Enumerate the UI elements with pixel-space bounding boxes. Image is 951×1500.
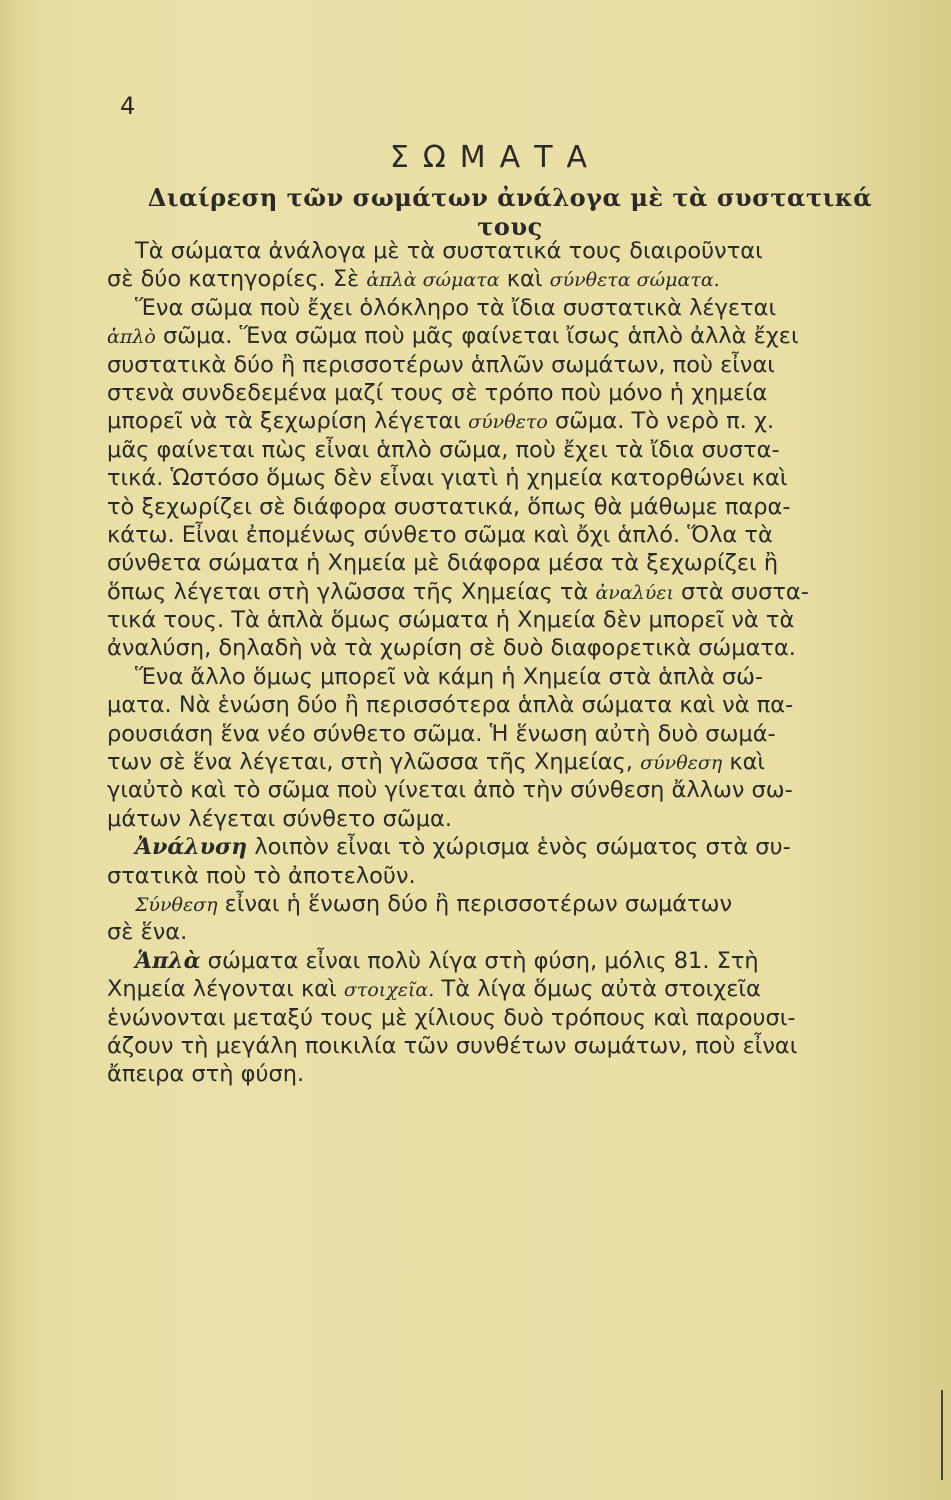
body-text xyxy=(107,237,899,1089)
text-line: άζουν τὴ μεγάλη ποικιλία τῶν συνθέτων σωμάτων, ποὺ εἶναι xyxy=(107,1032,798,1059)
section-subtitle: Διαίρεση τῶν σωμάτων ἀνάλογα μὲ τὰ συστατικά τους xyxy=(147,183,873,241)
text-line: σύνθετα σώματα ἡ Χημεία μὲ διάφορα μέσα τὰ ξεχωρίζει ἢ xyxy=(107,550,779,577)
text-line: Τὰ σώματα ἀνάλογα μὲ τὰ συστατικά τους διαιροῦνται xyxy=(135,238,763,264)
chapter-title: ΣΩΜΑΤΑ xyxy=(389,140,602,175)
text-line: μάτων λέγεται σύνθετο σῶμα. xyxy=(107,805,452,832)
text-line: τὸ ξεχωρίζει σὲ διάφορα συστατικά, ὅπως θὰ μάθωμε παρα- xyxy=(107,493,791,520)
text-line: ἁπλὸ σῶμα. Ἕνα σῶμα ποὺ μᾶς φαίνεται ἴσως ἁπλὸ ἀλλὰ ἔχει xyxy=(107,323,799,350)
text-line: ματα. Νὰ ἑνώση δύο ἢ περισσότερα ἁπλὰ σώματα καὶ νὰ πα- xyxy=(107,692,794,719)
text-line: Ἕνα ἄλλο ὅμως μπορεῖ νὰ κάμη ἡ Χημεία στὰ ἁπλὰ σώ- xyxy=(135,663,764,690)
text-line: μᾶς φαίνεται πὼς εἶναι ἁπλὸ σῶμα, ποὺ ἔχει τὰ ἴδια συστα- xyxy=(107,436,780,463)
page-edge-mark xyxy=(941,1390,943,1480)
text-line: ρουσιάση ἕνα νέο σύνθετο σῶμα. Ἡ ἕνωση αὐτὴ δυὸ σωμά- xyxy=(107,720,776,747)
text-line: σὲ ἕνα. xyxy=(107,919,188,946)
text-line: ἑνώνονται μεταξύ τους μὲ χίλιους δυὸ τρόπους καὶ παρουσι- xyxy=(107,1004,796,1031)
text-line: τικά τους. Τὰ ἁπλὰ ὅμως σώματα ἡ Χημεία δὲν μπορεῖ νὰ τὰ xyxy=(107,607,795,634)
text-line: Χημεία λέγονται καὶ στοιχεῖα. Τὰ λίγα ὅμως αὐτὰ στοιχεῖα xyxy=(107,976,761,1003)
text-line: Ἕνα σῶμα ποὺ ἔχει ὁλόκληρο τὰ ἴδια συστατικὰ λέγεται xyxy=(135,294,777,321)
page-number: 4 xyxy=(120,92,137,120)
text-line: Ἀνάλυση λοιπὸν εἶναι τὸ χώρισμα ἑνὸς σώματος στὰ συ- xyxy=(135,834,791,861)
text-line: ἄπειρα στὴ φύση. xyxy=(107,1061,305,1088)
text-line: σὲ δύο κατηγορίες. Σὲ ἁπλὰ σώματα καὶ σύνθετα σώματα. xyxy=(107,266,720,293)
text-line: μπορεῖ νὰ τὰ ξεχωρίση λέγεται σύνθετο σῶμα. Τὸ νερὸ π. χ. xyxy=(107,408,775,435)
text-line: ὅπως λέγεται στὴ γλῶσσα τῆς Χημείας τὰ ἀναλύει στὰ συστα- xyxy=(107,578,809,605)
text-line: των σὲ ἕνα λέγεται, στὴ γλῶσσα τῆς Χημείας, σύνθεση καὶ xyxy=(107,749,766,776)
text-line: στενὰ συνδεδεμένα μαζί τους σὲ τρόπο ποὺ μόνο ἡ χημεία xyxy=(107,379,768,406)
text-line: Ἁπλὰ σώματα εἶναι πολὺ λίγα στὴ φύση, μόλις 81. Στὴ xyxy=(135,947,759,974)
text-line: τικά. Ὡστόσο ὅμως δὲν εἶναι γιατὶ ἡ χημεία κατορθώνει καὶ xyxy=(107,465,788,492)
text-line: στατικὰ ποὺ τὸ ἀποτελοῦν. xyxy=(107,862,416,889)
text-line: γιαὐτὸ καὶ τὸ σῶμα ποὺ γίνεται ἀπὸ τὴν σύνθεση ἄλλων σω- xyxy=(107,777,793,804)
text-line: κάτω. Εἶναι ἐπομένως σύνθετο σῶμα καὶ ὄχι ἁπλό. Ὅλα τὰ xyxy=(107,521,773,548)
text-line: συστατικὰ δύο ἢ περισσοτέρων ἁπλῶν σωμάτων, ποὺ εἶναι xyxy=(107,351,775,378)
text-line: ἀναλύση, δηλαδὴ νὰ τὰ χωρίση σὲ δυὸ διαφορετικὰ σώματα. xyxy=(107,635,796,662)
text-line: Σύνθεση εἶναι ἡ ἕνωση δύο ἢ περισσοτέρων σωμάτων xyxy=(135,890,733,917)
